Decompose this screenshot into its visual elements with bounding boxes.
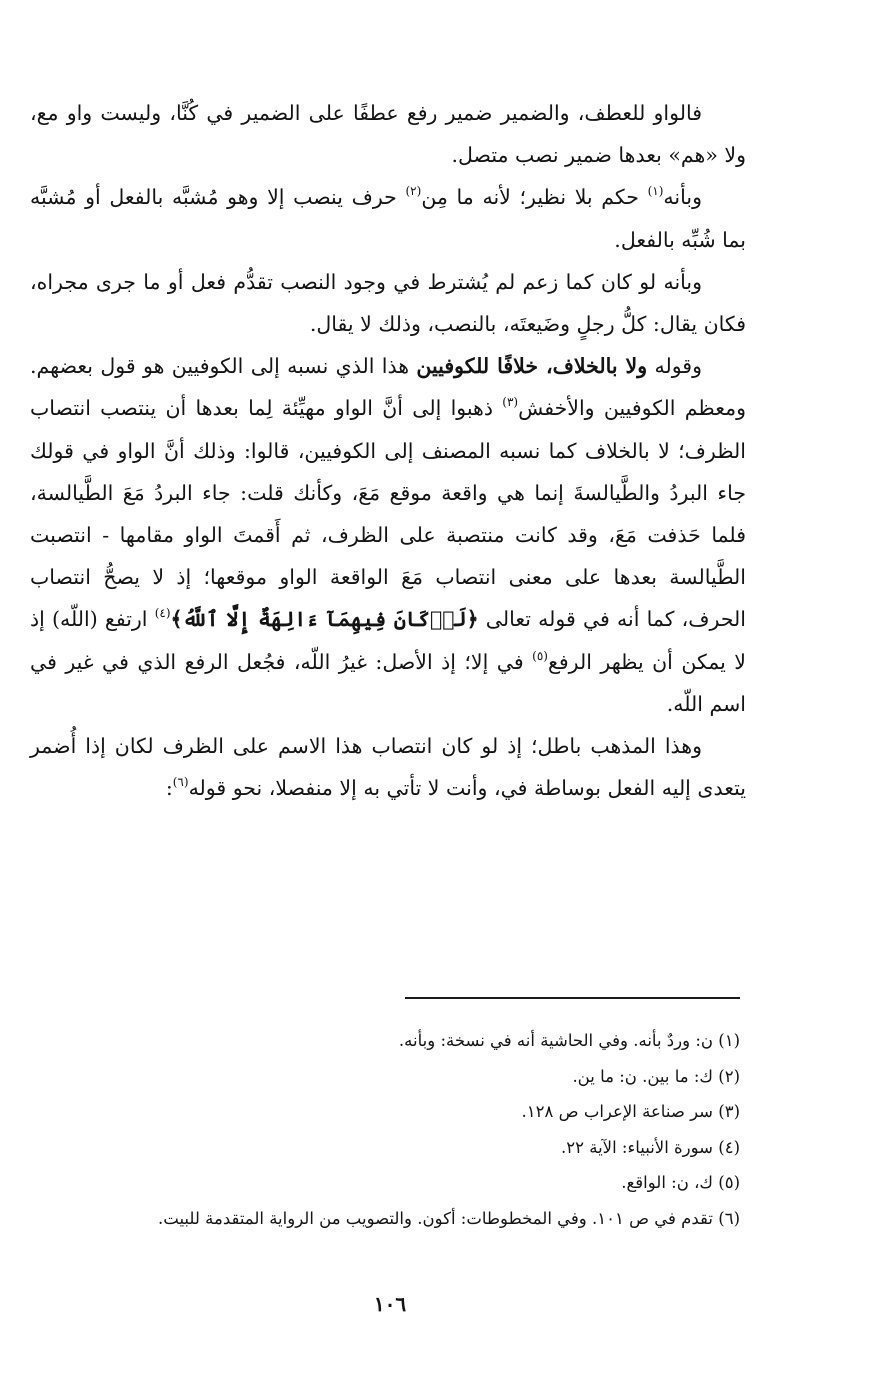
footnote-ref-4[interactable]: (٤) <box>154 606 171 621</box>
text-span: : <box>165 776 173 801</box>
footnote-divider <box>405 997 740 999</box>
footnotes <box>80 1023 740 1236</box>
footnote-ref-1[interactable]: (١) <box>647 184 664 199</box>
paragraph-5 <box>30 725 746 809</box>
paragraph-3: وبأنه لو كان كما زعم لم يُشترط في وجود النصب تقدُّم فعل أو ما جرى مجراه، فكان يقال: كلُّ رجلٍ وضَيعتَه، بالنصب، وذلك لا يقال. <box>30 269 746 337</box>
footnote-2: (٢) ك: ما بين. ن: ما ين. <box>572 1066 740 1086</box>
text-span: وهذا المذهب باطل؛ إذ لو كان انتصاب هذا الاسم على الظرف لكان إذا أُضمر يتعدى إليه الفعل بوساطة في، وأنت لا تأتي به إلا منفصلا، نحو قوله <box>30 734 746 801</box>
text-span: وبأنه <box>663 185 702 210</box>
paragraph-4 <box>30 345 746 725</box>
main-text <box>30 92 746 809</box>
text-span: وقوله <box>647 354 703 379</box>
footnote-5: (٥) ك، ن: الواقع. <box>621 1173 740 1192</box>
text-span: حرف ينصب إلا وهو مُشبَّه بالفعل أو مُشبَّه بما شُبِّه بالفعل. <box>30 185 746 252</box>
footnote-6: (٦) تقدم في ص ١٠١. وفي المخطوطات: أكون. والتصويب من الرواية المتقدمة للبيت. <box>158 1208 740 1228</box>
footnote-ref-5[interactable]: (٥) <box>532 648 548 663</box>
page-number: ١٠٦ <box>373 1292 407 1316</box>
paragraph-1: فالواو للعطف، والضمير ضمير رفع عطفًا على الضمير في كُنَّا، وليست واو مع، ولا «هم» بعدها ضمير نصب متصل. <box>30 101 746 168</box>
footnote-ref-3[interactable]: (٣) <box>502 395 519 410</box>
footnote-1: (١) ن: وردٌ بأنه. وفي الحاشية أنه في نسخة: وبأنه. <box>398 1031 740 1050</box>
text-span: ذهبوا إلى أنَّ الواو مهيِّئة لِما بعدها أن ينتصب انتصاب الظرف؛ لا بالخلاف كما نسبه المصنف إلى الكوفيين، قالوا: وذلك أنَّ الواو في قولك جاء البردُ والطَّيالسةَ إنما هي واقعة موقع مَعَ، وكأنك قلت: جاء البردُ مَعَ الطَّيالسة، فلما حَذفت مَعَ، وقد كانت منتصبة على الظرف، ثم أَقمتَ الواو مقامها - انتصبت الطَّيالسة بعدها على معنى انتصاب مَعَ الواقعة الواو موقعها؛ إذ لا يصحُّ انتصاب الحرف، كما أنه في قوله تعالى <box>30 396 746 632</box>
footnote-3: (٣) سر صناعة الإعراب ص ١٢٨. <box>521 1102 740 1121</box>
text-span: حكم بلا نظير؛ لأنه ما مِن <box>421 185 648 210</box>
text-span: هذا الذي نسبه إلى الكوفيين هو قول بعضهم. ومعظم الكوفيين والأخفش <box>30 354 746 421</box>
footnote-4: (٤) سورة الأنبياء: الآية ٢٢. <box>561 1137 740 1157</box>
text-span: في إلا؛ إذ الأصل: غيرُ اللّه، فجُعل الرفع الذي في غير في اسم اللّه. <box>30 649 746 716</box>
footnote-ref-2[interactable]: (٢) <box>405 184 422 199</box>
paragraph-2 <box>30 176 746 260</box>
quran-verse: ﴿لَوۡكَانَ فِيهِمَآ ءَالِهَةٌ إِلَّا ٱللَّهُ﴾ <box>170 607 479 632</box>
quoted-phrase: ولا بالخلاف، خلافًا للكوفيين <box>416 354 648 379</box>
text-span: ارتفع (اللّه) إذ لا يمكن أن يظهر الرفع <box>30 607 746 674</box>
footnote-ref-6[interactable]: (٦) <box>172 775 189 790</box>
